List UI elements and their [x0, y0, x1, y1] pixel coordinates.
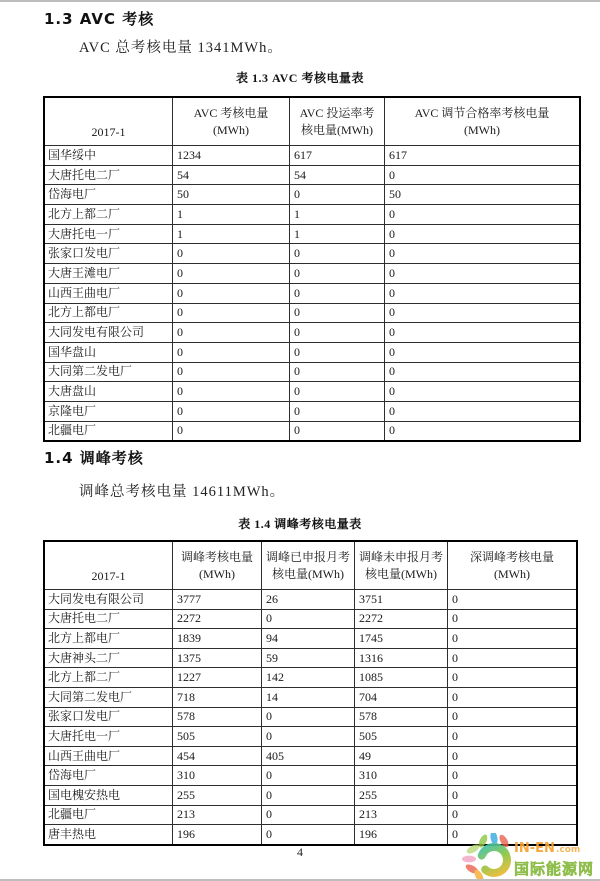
plant-name-cell: 大同第二发电厂	[44, 687, 173, 707]
value-cell: 310	[355, 766, 448, 786]
plant-name-cell: 大唐王滩电厂	[44, 264, 173, 284]
table-corner-cell: 2017-1	[44, 541, 173, 590]
value-cell: 0	[262, 805, 355, 825]
table-row	[44, 785, 577, 805]
value-cell: 1375	[173, 648, 262, 668]
plant-name-cell: 北方上都二厂	[44, 668, 173, 688]
logo-suffix-text: .com	[556, 845, 581, 855]
plant-name-cell: 张家口发电厂	[44, 244, 173, 264]
page-number: 4	[297, 845, 303, 859]
table-row	[44, 421, 580, 441]
value-cell: 0	[262, 825, 355, 845]
value-cell: 3777	[173, 590, 262, 610]
plant-name-cell: 大同发电有限公司	[44, 590, 173, 610]
value-cell: 1316	[355, 648, 448, 668]
header-line: (MWh)	[464, 122, 500, 137]
value-cell: 14	[262, 687, 355, 707]
section-heading-avc: 1.3 AVC 考核	[44, 10, 155, 28]
header-line: AVC 投运率考	[299, 105, 375, 120]
value-cell: 704	[355, 687, 448, 707]
value-cell: 0	[173, 244, 290, 264]
header-line: 核电量(MWh)	[272, 566, 344, 581]
header-line: 调峰未申报月考	[358, 549, 443, 564]
table-row	[44, 687, 577, 707]
table-row	[44, 707, 577, 727]
value-cell: 0	[290, 185, 385, 205]
value-cell: 26	[262, 590, 355, 610]
plant-name-cell: 山西王曲电厂	[44, 283, 173, 303]
value-cell: 578	[355, 707, 448, 727]
plant-name-cell: 大唐托电二厂	[44, 609, 173, 629]
value-cell: 0	[262, 785, 355, 805]
value-cell: 454	[173, 746, 262, 766]
value-cell: 94	[262, 629, 355, 649]
value-cell: 0	[448, 629, 578, 649]
value-cell: 0	[448, 825, 578, 845]
table-row	[44, 401, 580, 421]
scan-top-edge	[0, 0, 600, 2]
avc-summary-paragraph: AVC 总考核电量 1341MWh。	[79, 40, 283, 56]
table-row	[44, 668, 577, 688]
value-cell: 0	[262, 707, 355, 727]
value-cell: 0	[385, 421, 581, 441]
value-cell: 0	[290, 283, 385, 303]
table-row	[44, 244, 580, 264]
plant-name-cell: 大唐神头二厂	[44, 648, 173, 668]
value-cell: 0	[385, 362, 581, 382]
value-cell: 0	[385, 342, 581, 362]
value-cell: 505	[173, 727, 262, 747]
value-cell: 50	[173, 185, 290, 205]
plant-name-cell: 大唐托电一厂	[44, 224, 173, 244]
header-line: 调峰考核电量	[180, 549, 253, 564]
table-row	[44, 746, 577, 766]
plant-name-cell: 京隆电厂	[44, 401, 173, 421]
plant-name-cell: 大同第二发电厂	[44, 362, 173, 382]
header-line: 深调峰考核电量	[469, 549, 554, 564]
value-cell: 0	[448, 766, 578, 786]
value-cell: 54	[173, 165, 290, 185]
header-line: 调峰已申报月考	[265, 549, 350, 564]
plant-name-cell: 国华盘山	[44, 342, 173, 362]
table-row	[44, 283, 580, 303]
plant-name-cell: 北方上都电厂	[44, 303, 173, 323]
value-cell: 0	[448, 785, 578, 805]
value-cell: 1085	[355, 668, 448, 688]
header-line: 核电量(MWh)	[301, 122, 373, 137]
value-cell: 0	[290, 264, 385, 284]
plant-name-cell: 国华绥中	[44, 146, 173, 166]
value-cell: 0	[448, 727, 578, 747]
value-cell: 1	[290, 205, 385, 225]
value-cell: 0	[290, 421, 385, 441]
value-cell: 255	[355, 785, 448, 805]
table-row	[44, 303, 580, 323]
value-cell: 2272	[173, 609, 262, 629]
value-cell: 0	[290, 323, 385, 343]
table-row	[44, 648, 577, 668]
value-cell: 0	[290, 303, 385, 323]
value-cell: 0	[448, 668, 578, 688]
table-row	[44, 609, 577, 629]
plant-name-cell: 大唐盘山	[44, 382, 173, 402]
table-row	[44, 146, 580, 166]
avc-table-caption: 表 1.3 AVC 考核电量表	[236, 71, 364, 85]
header-line: AVC 调节合格率考核电量	[414, 105, 550, 120]
header-line: AVC 考核电量	[193, 105, 269, 120]
table-row	[44, 362, 580, 382]
value-cell: 617	[290, 146, 385, 166]
table-row	[44, 224, 580, 244]
value-cell: 0	[173, 401, 290, 421]
value-cell: 0	[173, 362, 290, 382]
table-row	[44, 727, 577, 747]
value-cell: 0	[173, 283, 290, 303]
value-cell: 2272	[355, 609, 448, 629]
value-cell: 0	[448, 590, 578, 610]
value-cell: 213	[173, 805, 262, 825]
logo-brand-text: IN-EN	[514, 841, 555, 856]
value-cell: 0	[385, 283, 581, 303]
value-cell: 0	[173, 303, 290, 323]
value-cell: 1	[173, 205, 290, 225]
peak-assessment-table	[43, 540, 578, 846]
value-cell: 1745	[355, 629, 448, 649]
value-cell: 213	[355, 805, 448, 825]
value-cell: 0	[448, 707, 578, 727]
plant-name-cell: 山西王曲电厂	[44, 746, 173, 766]
header-line: 核电量(MWh)	[365, 566, 437, 581]
value-cell: 0	[290, 362, 385, 382]
plant-name-cell: 大同发电有限公司	[44, 323, 173, 343]
table-row	[44, 382, 580, 402]
header-line: (MWh)	[213, 122, 249, 137]
value-cell: 0	[385, 205, 581, 225]
logo-c-swirl	[477, 843, 510, 876]
value-cell: 0	[448, 648, 578, 668]
value-cell: 0	[448, 746, 578, 766]
in-en-logo-icon	[452, 833, 600, 881]
plant-name-cell: 唐丰热电	[44, 825, 173, 845]
plant-name-cell: 张家口发电厂	[44, 707, 173, 727]
plant-name-cell: 北方上都电厂	[44, 629, 173, 649]
table-row	[44, 323, 580, 343]
value-cell: 0	[448, 609, 578, 629]
table-column-header	[355, 541, 448, 590]
value-cell: 0	[385, 323, 581, 343]
value-cell: 1	[290, 224, 385, 244]
value-cell: 0	[385, 303, 581, 323]
value-cell: 0	[173, 382, 290, 402]
plant-name-cell: 岱海电厂	[44, 185, 173, 205]
table-corner-cell: 2017-1	[44, 97, 173, 146]
table-row	[44, 205, 580, 225]
value-cell: 0	[173, 342, 290, 362]
value-cell: 0	[290, 244, 385, 264]
value-cell: 0	[385, 165, 581, 185]
plant-name-cell: 北疆电厂	[44, 421, 173, 441]
value-cell: 0	[385, 382, 581, 402]
logo-cn-name-text: 国际能源网	[514, 860, 595, 878]
value-cell: 0	[448, 805, 578, 825]
value-cell: 255	[173, 785, 262, 805]
plant-name-cell: 北方上都二厂	[44, 205, 173, 225]
table-row	[44, 264, 580, 284]
value-cell: 578	[173, 707, 262, 727]
value-cell: 0	[385, 224, 581, 244]
plant-name-cell: 北疆电厂	[44, 805, 173, 825]
value-cell: 718	[173, 687, 262, 707]
section-heading-peak: 1.4 调峰考核	[44, 449, 144, 467]
value-cell: 0	[173, 264, 290, 284]
value-cell: 505	[355, 727, 448, 747]
plant-name-cell: 大唐托电一厂	[44, 727, 173, 747]
table-header-row	[44, 541, 577, 590]
table-column-header	[173, 541, 262, 590]
plant-name-cell: 国电槐安热电	[44, 785, 173, 805]
value-cell: 1839	[173, 629, 262, 649]
value-cell: 142	[262, 668, 355, 688]
value-cell: 617	[385, 146, 581, 166]
table-column-header	[262, 541, 355, 590]
plant-name-cell: 岱海电厂	[44, 766, 173, 786]
value-cell: 0	[262, 609, 355, 629]
header-line: (MWh)	[199, 566, 235, 581]
value-cell: 0	[385, 264, 581, 284]
in-en-watermark	[452, 833, 600, 881]
value-cell: 0	[385, 401, 581, 421]
value-cell: 3751	[355, 590, 448, 610]
table-header-row	[44, 97, 580, 146]
table-column-header	[385, 97, 581, 146]
value-cell: 0	[262, 727, 355, 747]
table-column-header	[290, 97, 385, 146]
table-row	[44, 590, 577, 610]
value-cell: 0	[173, 323, 290, 343]
value-cell: 0	[385, 244, 581, 264]
value-cell: 49	[355, 746, 448, 766]
value-cell: 1	[173, 224, 290, 244]
table-row	[44, 629, 577, 649]
table-row	[44, 185, 580, 205]
table-row	[44, 805, 577, 825]
header-line: (MWh)	[494, 566, 530, 581]
value-cell: 0	[262, 766, 355, 786]
table-row	[44, 342, 580, 362]
value-cell: 50	[385, 185, 581, 205]
value-cell: 0	[290, 382, 385, 402]
peak-summary-paragraph: 调峰总考核电量 14611MWh。	[79, 484, 286, 500]
avc-assessment-table	[43, 96, 581, 442]
value-cell: 0	[448, 687, 578, 707]
value-cell: 196	[355, 825, 448, 845]
value-cell: 310	[173, 766, 262, 786]
value-cell: 405	[262, 746, 355, 766]
table-row	[44, 165, 580, 185]
value-cell: 196	[173, 825, 262, 845]
value-cell: 1227	[173, 668, 262, 688]
plant-name-cell: 大唐托电二厂	[44, 165, 173, 185]
value-cell: 59	[262, 648, 355, 668]
value-cell: 0	[173, 421, 290, 441]
value-cell: 0	[290, 401, 385, 421]
peak-table-caption: 表 1.4 调峰考核电量表	[238, 517, 362, 531]
table-column-header	[448, 541, 578, 590]
table-column-header	[173, 97, 290, 146]
table-row	[44, 766, 577, 786]
value-cell: 54	[290, 165, 385, 185]
value-cell: 0	[290, 342, 385, 362]
value-cell: 1234	[173, 146, 290, 166]
